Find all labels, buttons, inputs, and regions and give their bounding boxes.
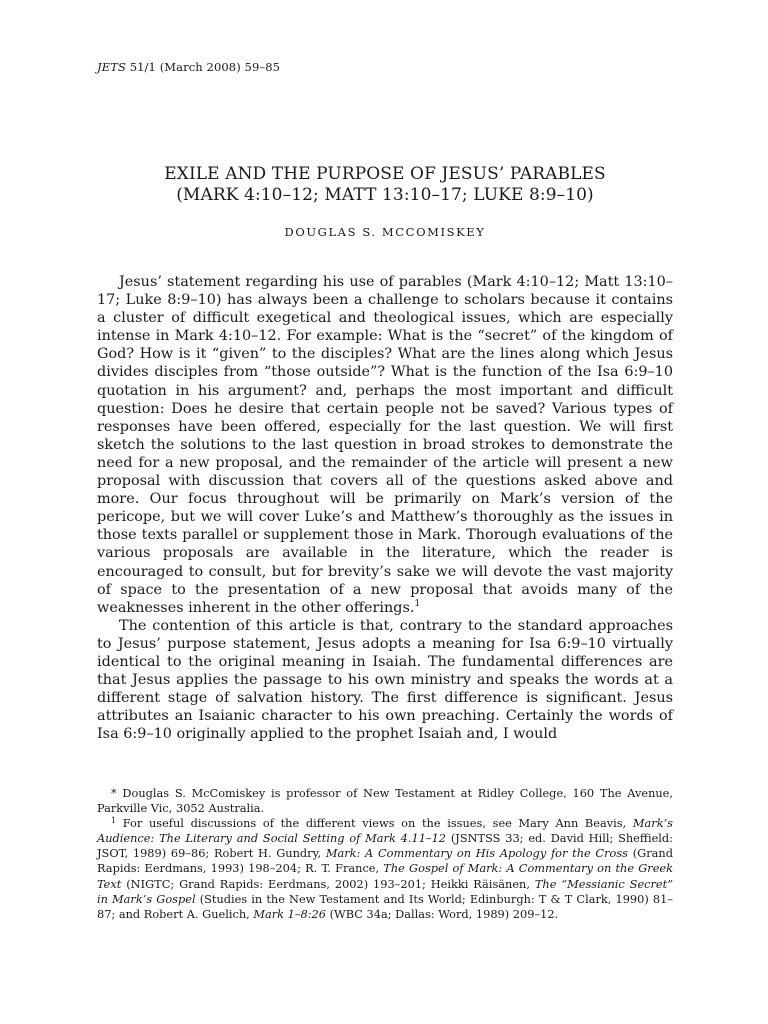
title-line-2: (MARK 4:10–12; MATT 13:10–17; LUKE 8:9–10) [176,185,594,205]
footnote-1-text: For useful discussions of the different views on the issues, see Mary Ann Beavis, [116,816,633,831]
footnote-1-work-title: The “Messianic Secret” in Mark’s Gospel [97,876,674,906]
running-header [97,60,280,74]
author-name: DOUGLAS S. MCCOMISKEY [284,225,486,239]
footnote-star-marker: * [111,786,123,800]
footnote-1-work-title: Mark: A Commentary on His Apology for the Cross [325,846,629,861]
footnote-1-text: (NIGTC; Grand Rapids: Eerdmans, 2002) 193–201; Heikki Räisänen, [121,876,535,891]
journal-abbreviation: JETS [97,60,126,74]
footnote-1 [97,816,673,922]
footnote-1-marker: 1 [111,816,117,826]
footnotes [97,786,673,922]
footnote-ref-1: 1 [414,598,421,609]
article-body [97,273,673,743]
paragraph-2: The contention of this article is that, contrary to the standard approaches to Jesus’ purpose statement, Jesus adopts a meaning for Isa 6:9–10 virtually identical to the original meaning in Isaiah. The fundamental differences are that Jesus applies the passage to his own ministry and speaks the words at a different stage of salvation history. The first difference is significant. Jesus attributes an Isaianic character to his own preaching. Certainly the words of Isa 6:9–10 originally applied to the prophet Isaiah and, I would [97,617,673,743]
footnote-1-work-title: Mark’s Audience: The Literary and Social Setting of Mark 4.11–12 [97,816,673,846]
paragraph-1 [97,273,673,617]
journal-citation: 51/1 (March 2008) 59–85 [125,60,281,74]
footnote-1-text: (Grand Rapids: Eerdmans, 1993) 198–204; R. T. France, [97,846,673,876]
title-line-1: EXILE AND THE PURPOSE OF JESUS’ PARABLES [164,164,606,184]
footnote-1-work-title: Mark 1–8:26 [253,906,326,921]
footnote-1-text: (WBC 34a; Dallas: Word, 1989) 209–12. [326,906,559,921]
footnote-author [97,786,673,816]
footnote-1-text: (Studies in the New Testament and Its World; Edinburgh: T & T Clark, 1990) 81–87; and Robert A. Guelich, [97,891,673,921]
article-title [97,164,673,206]
footnote-star-text: Douglas S. McComiskey is professor of New Testament at Ridley College, 160 The Avenue, Parkville Vic, 3052 Australia. [97,786,673,816]
footnote-1-work-title: The Gospel of Mark: A Commentary on the Greek Text [97,861,674,891]
paragraph-1-text: Jesus’ statement regarding his use of parables (Mark 4:10–12; Matt 13:10–17; Luke 8:9–10) has always been a challenge to scholars because it contains a cluster of difficult exegetical and theological issues, which are especially intense in Mark 4:10–12. For example: What is the “secret” of the kingdom of God? How is it “given” to the disciples? What are the lines along which Jesus divides disciples from “those outside”? What is the function of the Isa 6:9–10 quotation in his argument? and, perhaps the most important and difficult question: Does he desire that certain people not be saved? Various types of responses have been offered, especially for the last question. We will first sketch the solutions to the last question in broad strokes to demonstrate the need for a new proposal, and the remainder of the article will present a new proposal with discussion that covers all of the questions asked above and more. Our focus throughout will be primarily on Mark’s version of the pericope, but we will cover Luke’s and Matthew’s thoroughly as the issues in those texts parallel or supplement those in Mark. Thorough evaluations of the various proposals are available in the literature, which the reader is encouraged to consult, but for brevity’s sake we will devote the vast majority of space to the presentation of a new proposal that avoids many of the weaknesses inherent in the other offerings. [97,274,673,616]
footnote-1-text: (JSNTSS 33; ed. David Hill; Sheffield: JSOT, 1989) 69–86; Robert H. Gundry, [97,831,673,861]
